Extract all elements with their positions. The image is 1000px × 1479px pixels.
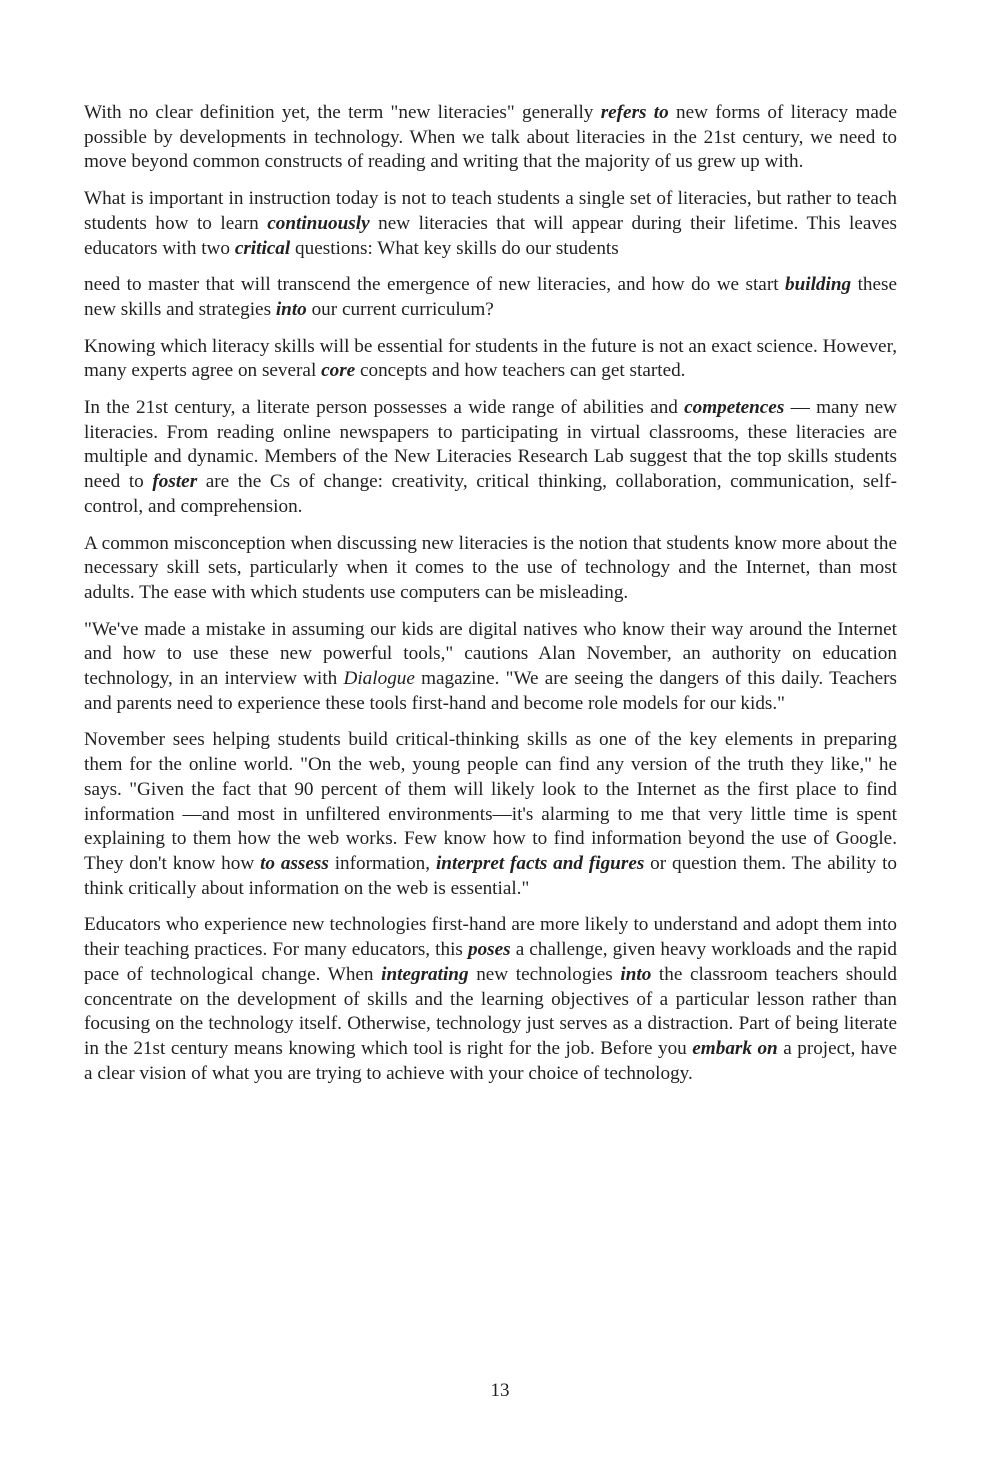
text-run: our current curriculum? bbox=[306, 298, 494, 320]
paragraph-4 bbox=[84, 335, 897, 384]
emphasis-term: continuously bbox=[267, 212, 370, 234]
text-run: information, bbox=[328, 852, 436, 874]
emphasis-term: Dialogue bbox=[343, 668, 415, 690]
paragraph-8 bbox=[84, 728, 897, 901]
text-run: What is important in instruction today is not to teach students a single set of literacies, but rather to teach students how to learn bbox=[84, 188, 897, 234]
body-text bbox=[84, 101, 897, 1098]
emphasis-term: refers to bbox=[600, 102, 669, 123]
text-run: new literacies that will appear during their lifetime. This leaves educators with two bbox=[84, 212, 897, 259]
emphasis-term: embark on bbox=[692, 1037, 778, 1059]
emphasis-term: into bbox=[620, 963, 652, 985]
text-run: or question them. The ability to think critically about information on the web is essential." bbox=[84, 852, 898, 899]
paragraph-6 bbox=[84, 532, 897, 606]
emphasis-term: foster bbox=[152, 471, 198, 493]
emphasis-term: interpret facts and figures bbox=[435, 852, 645, 874]
text-run: Knowing which literacy skills will be essential for students in the future is not an exact science. However, many experts agree on several bbox=[84, 335, 897, 382]
page-number: 13 bbox=[490, 1380, 510, 1401]
text-run: A common misconception when discussing new literacies is the notion that students know more about the necessary skill sets, particularly when it comes to the use of technology and the Internet, than most adults. The ease with which students use computers can be misleading. bbox=[84, 532, 897, 603]
text-run: the classroom teachers should concentrate on the development of skills and the learning objectives of a particular lesson rather than focusing on the technology itself. Otherwise, technology just serves as a distraction. Part of being literate in the 21st century means knowing which tool is right for the job. Before you bbox=[84, 963, 897, 1059]
text-run: — many new literacies. From reading online newspapers to participating in virtual classrooms, these literacies are multiple and dynamic. Members of the New Literacies Research Lab suggest that the top skills students need to bbox=[84, 397, 897, 493]
paragraph-3 bbox=[84, 273, 897, 322]
text-run: questions: What key skills do our students bbox=[290, 237, 619, 259]
emphasis-term: building bbox=[785, 274, 852, 296]
paragraph-9 bbox=[84, 913, 897, 1086]
paragraph-5 bbox=[84, 396, 897, 520]
emphasis-term: critical bbox=[234, 237, 291, 259]
text-run: With no clear definition yet, the term "new literacies" generally bbox=[84, 102, 601, 123]
text-run: these new skills and strategies bbox=[84, 274, 897, 320]
text-run: November sees helping students build critical-thinking skills as one of the key elements in preparing them for the online world. "On the web, young people can find any version of the truth they like," he says. "Given the fact that 90 percent of them will likely look to the Internet as the first place to find information —and most in unfiltered environments—it's alarming to me that very little time is spent explaining to them how the web works. Few know how to find information beyond the use of Google. They don't know how bbox=[84, 729, 897, 874]
emphasis-term: to assess bbox=[260, 852, 329, 874]
text-run: "We've made a mistake in assuming our kids are digital natives who know their way around the Internet and how to use these new powerful tools," cautions Alan November, an authority on education technology, in an interview with bbox=[84, 618, 897, 690]
text-run: are the Cs of change: creativity, critical thinking, collaboration, communication, self-control, and comprehension. bbox=[84, 471, 897, 517]
text-run: new technologies bbox=[468, 963, 621, 985]
text-run: magazine. "We are seeing the dangers of this daily. Teachers and parents need to experience these tools first-hand and become role models for our kids." bbox=[84, 668, 897, 714]
emphasis-term: poses bbox=[467, 939, 511, 961]
text-run: new forms of literacy made possible by developments in technology. When we talk about literacies in the 21st century, we need to move beyond common constructs of reading and writing that the majority of us grew up with. bbox=[84, 102, 897, 173]
paragraph-2 bbox=[84, 187, 897, 261]
paragraph-1 bbox=[84, 101, 897, 175]
text-run: need to master that will transcend the emergence of new literacies, and how do we start bbox=[84, 274, 785, 296]
emphasis-term: competences bbox=[684, 397, 785, 419]
paragraph-7 bbox=[84, 618, 897, 717]
emphasis-term: into bbox=[275, 298, 307, 320]
text-run: a challenge, given heavy workloads and the rapid pace of technological change. When bbox=[84, 939, 897, 985]
emphasis-term: integrating bbox=[381, 963, 469, 985]
text-run: concepts and how teachers can get started. bbox=[355, 360, 686, 382]
text-run: a project, have a clear vision of what you are trying to achieve with your choice of technology. bbox=[84, 1037, 898, 1084]
text-run: In the 21st century, a literate person possesses a wide range of abilities and bbox=[84, 397, 685, 419]
emphasis-term: core bbox=[321, 360, 356, 382]
text-run: Educators who experience new technologies first-hand are more likely to understand and adopt them into their teaching practices. For many educators, this bbox=[84, 914, 897, 961]
